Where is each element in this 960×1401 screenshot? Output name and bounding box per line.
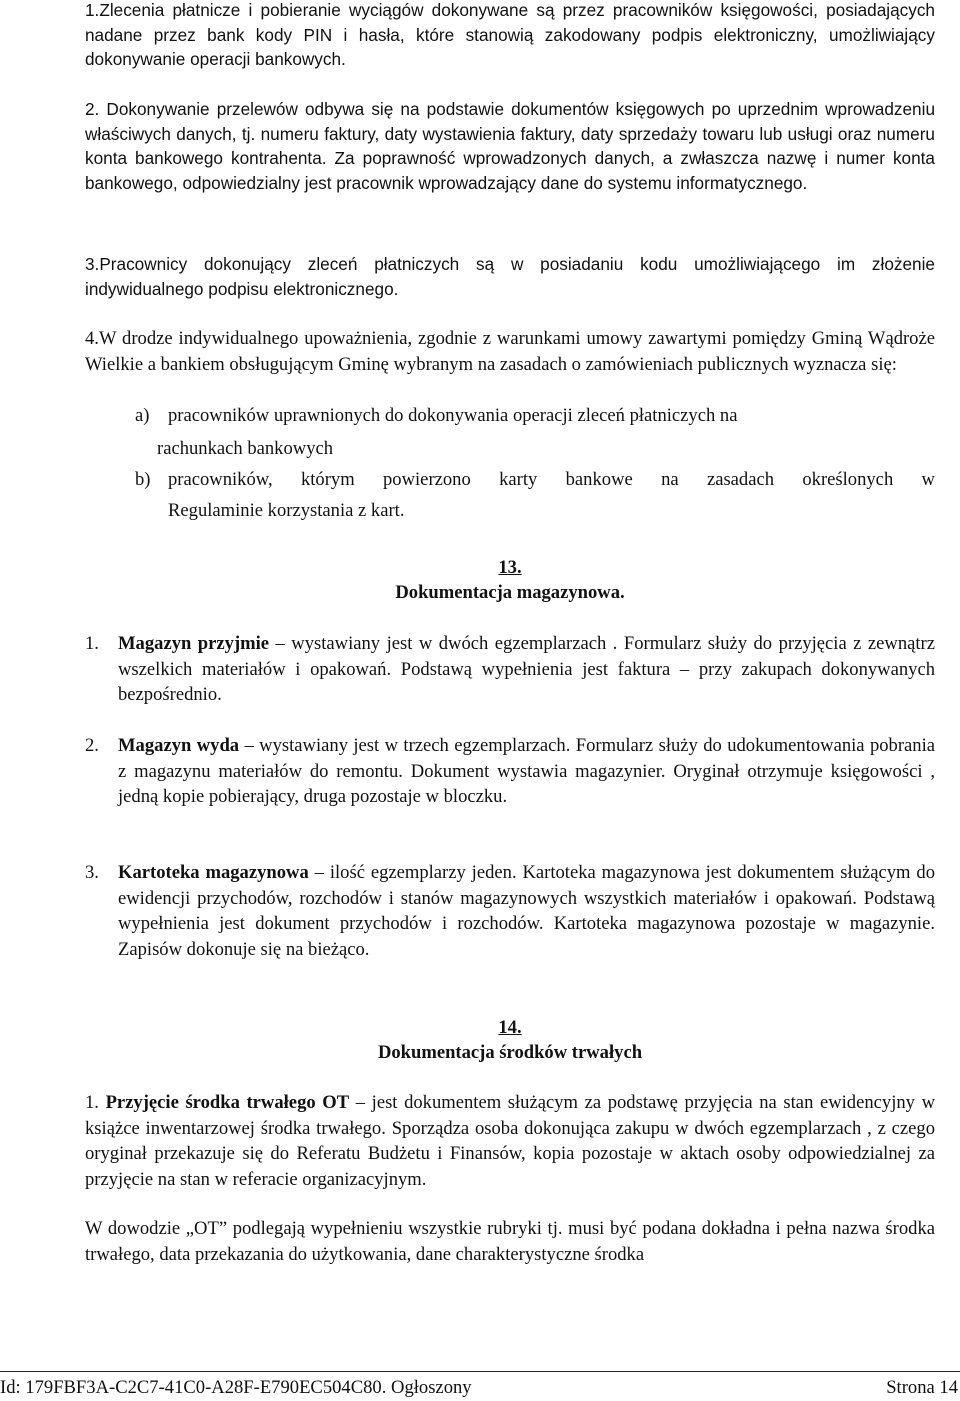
section-13-title: Dokumentacja magazynowa. — [395, 582, 625, 603]
paragraph-2: 2. Dokonywanie przelewów odbywa się na podstawie dokumentów księgowych po uprzednim wprowadzeniu właściwych danych, tj. numeru faktury, daty wystawienia faktury, daty sprzedaży towaru lub usługi oraz numeru konta bankowego kontrahenta. Za poprawność wprowadzonych danych, a zwłaszcza nazwę i numer konta bankowego, odpowiedzialny jest pracownik wprowadzający dane do systemu informatycznego. — [85, 99, 935, 193]
paragraph-14-1 — [85, 1090, 935, 1192]
item-text: – wystawiany jest w dwóch egzemplarzach . Formularz służy do przyjęcia z zewnątrz wszelkich materiałów i opakowań. Podstawą wypełnienia jest faktura – przy zakupach dokonywanych bezpośrednio. — [118, 633, 935, 706]
item-number: 3. — [85, 862, 99, 883]
list-item-a-line1: pracowników uprawnionych do dokonywania operacji zleceń płatniczych na — [168, 405, 738, 426]
paragraph-1: 1.Zlecenia płatnicze i pobieranie wyciągów dokonywane są przez pracowników księgowości, posiadających nadane przez bank kody PIN i hasła, które stanowią zakodowany podpis elektroniczny, umożliwiający dokonywanie operacji bankowych. — [85, 0, 935, 70]
section-14-title: Dokumentacja środków trwałych — [377, 1042, 643, 1063]
list-label-a: a) — [135, 405, 150, 426]
item-title: Kartoteka magazynowa — [118, 862, 309, 883]
page-number: Strona 14 — [886, 1377, 958, 1398]
section-14-number: 14. — [498, 1017, 522, 1038]
item-title: Przyjęcie środka trwałego OT — [105, 1092, 350, 1113]
paragraph-14-2: W dowodzie „OT” podlegają wypełnieniu wszystkie rubryki tj. musi być podana dokładna i pełna nazwa środka trwałego, data przekazania do użytkowania, dane charakterystyczne środka — [85, 1218, 935, 1265]
item-text: – jest dokumentem służącym za podstawę przyjęcia na stan ewidencyjny w książce inwentarzowej środka trwałego. Sporządza osoba dokonująca zakupu w dwóch egzemplarzach , z czego oryginał przekazuje się do Referatu Budżetu i Finansów, kopia pozostaje w aktach osoby odpowiedzialnej za przyjęcie na stan w referacie organizacyjnym. — [85, 1092, 935, 1190]
section-13-number: 13. — [498, 557, 522, 578]
item-title: Magazyn przyjmie — [118, 633, 270, 654]
list-item-b-line1: pracowników, którym powierzono karty bankowe na zasadach określonych w — [168, 469, 935, 490]
item-text: – wystawiany jest w trzech egzemplarzach. Formularz służy do udokumentowania pobrania z magazynu materiałów do remontu. Dokument wystawia magazynier. Oryginał otrzymuje księgowości , jedną kopie pobierający, druga pozostaje w bloczku. — [118, 735, 935, 808]
list-item-a-line2: rachunkach bankowych — [157, 438, 334, 459]
paragraph-3: 3.Pracownicy dokonujący zleceń płatniczych są w posiadaniu kodu umożliwiającego im złożenie indywidualnego podpisu elektronicznego. — [85, 254, 935, 299]
list-label-b: b) — [135, 469, 151, 490]
item-number: 2. — [85, 735, 99, 756]
page-footer — [0, 1371, 960, 1400]
item-title: Magazyn wyda — [118, 735, 240, 756]
item-number: 1. — [85, 633, 99, 654]
item-number: 1. — [85, 1092, 99, 1113]
document-id: Id: 179FBF3A-C2C7-41C0-A28F-E790EC504C80. Ogłoszony — [0, 1377, 472, 1398]
paragraph-4: 4.W drodze indywidualnego upoważnienia, zgodnie z warunkami umowy zawartymi pomiędzy Gminą Wądroże Wielkie a bankiem obsługującym Gminę wybranym na zasadach o zamówieniach publicznych wyznacza się: — [85, 328, 935, 375]
list-item-b-line2: Regulaminie korzystania z kart. — [168, 500, 405, 521]
item-text: – ilość egzemplarzy jeden. Kartoteka magazynowa jest dokumentem służącym do ewidencji przychodów, rozchodów i stanów magazynowych wszystkich materiałów i opakowań. Podstawą wypełnienia jest dokument przychodów i rozchodów. Kartoteka magazynowa pozostaje w magazynie. Zapisów dokonuje się na bieżąco. — [118, 862, 935, 960]
